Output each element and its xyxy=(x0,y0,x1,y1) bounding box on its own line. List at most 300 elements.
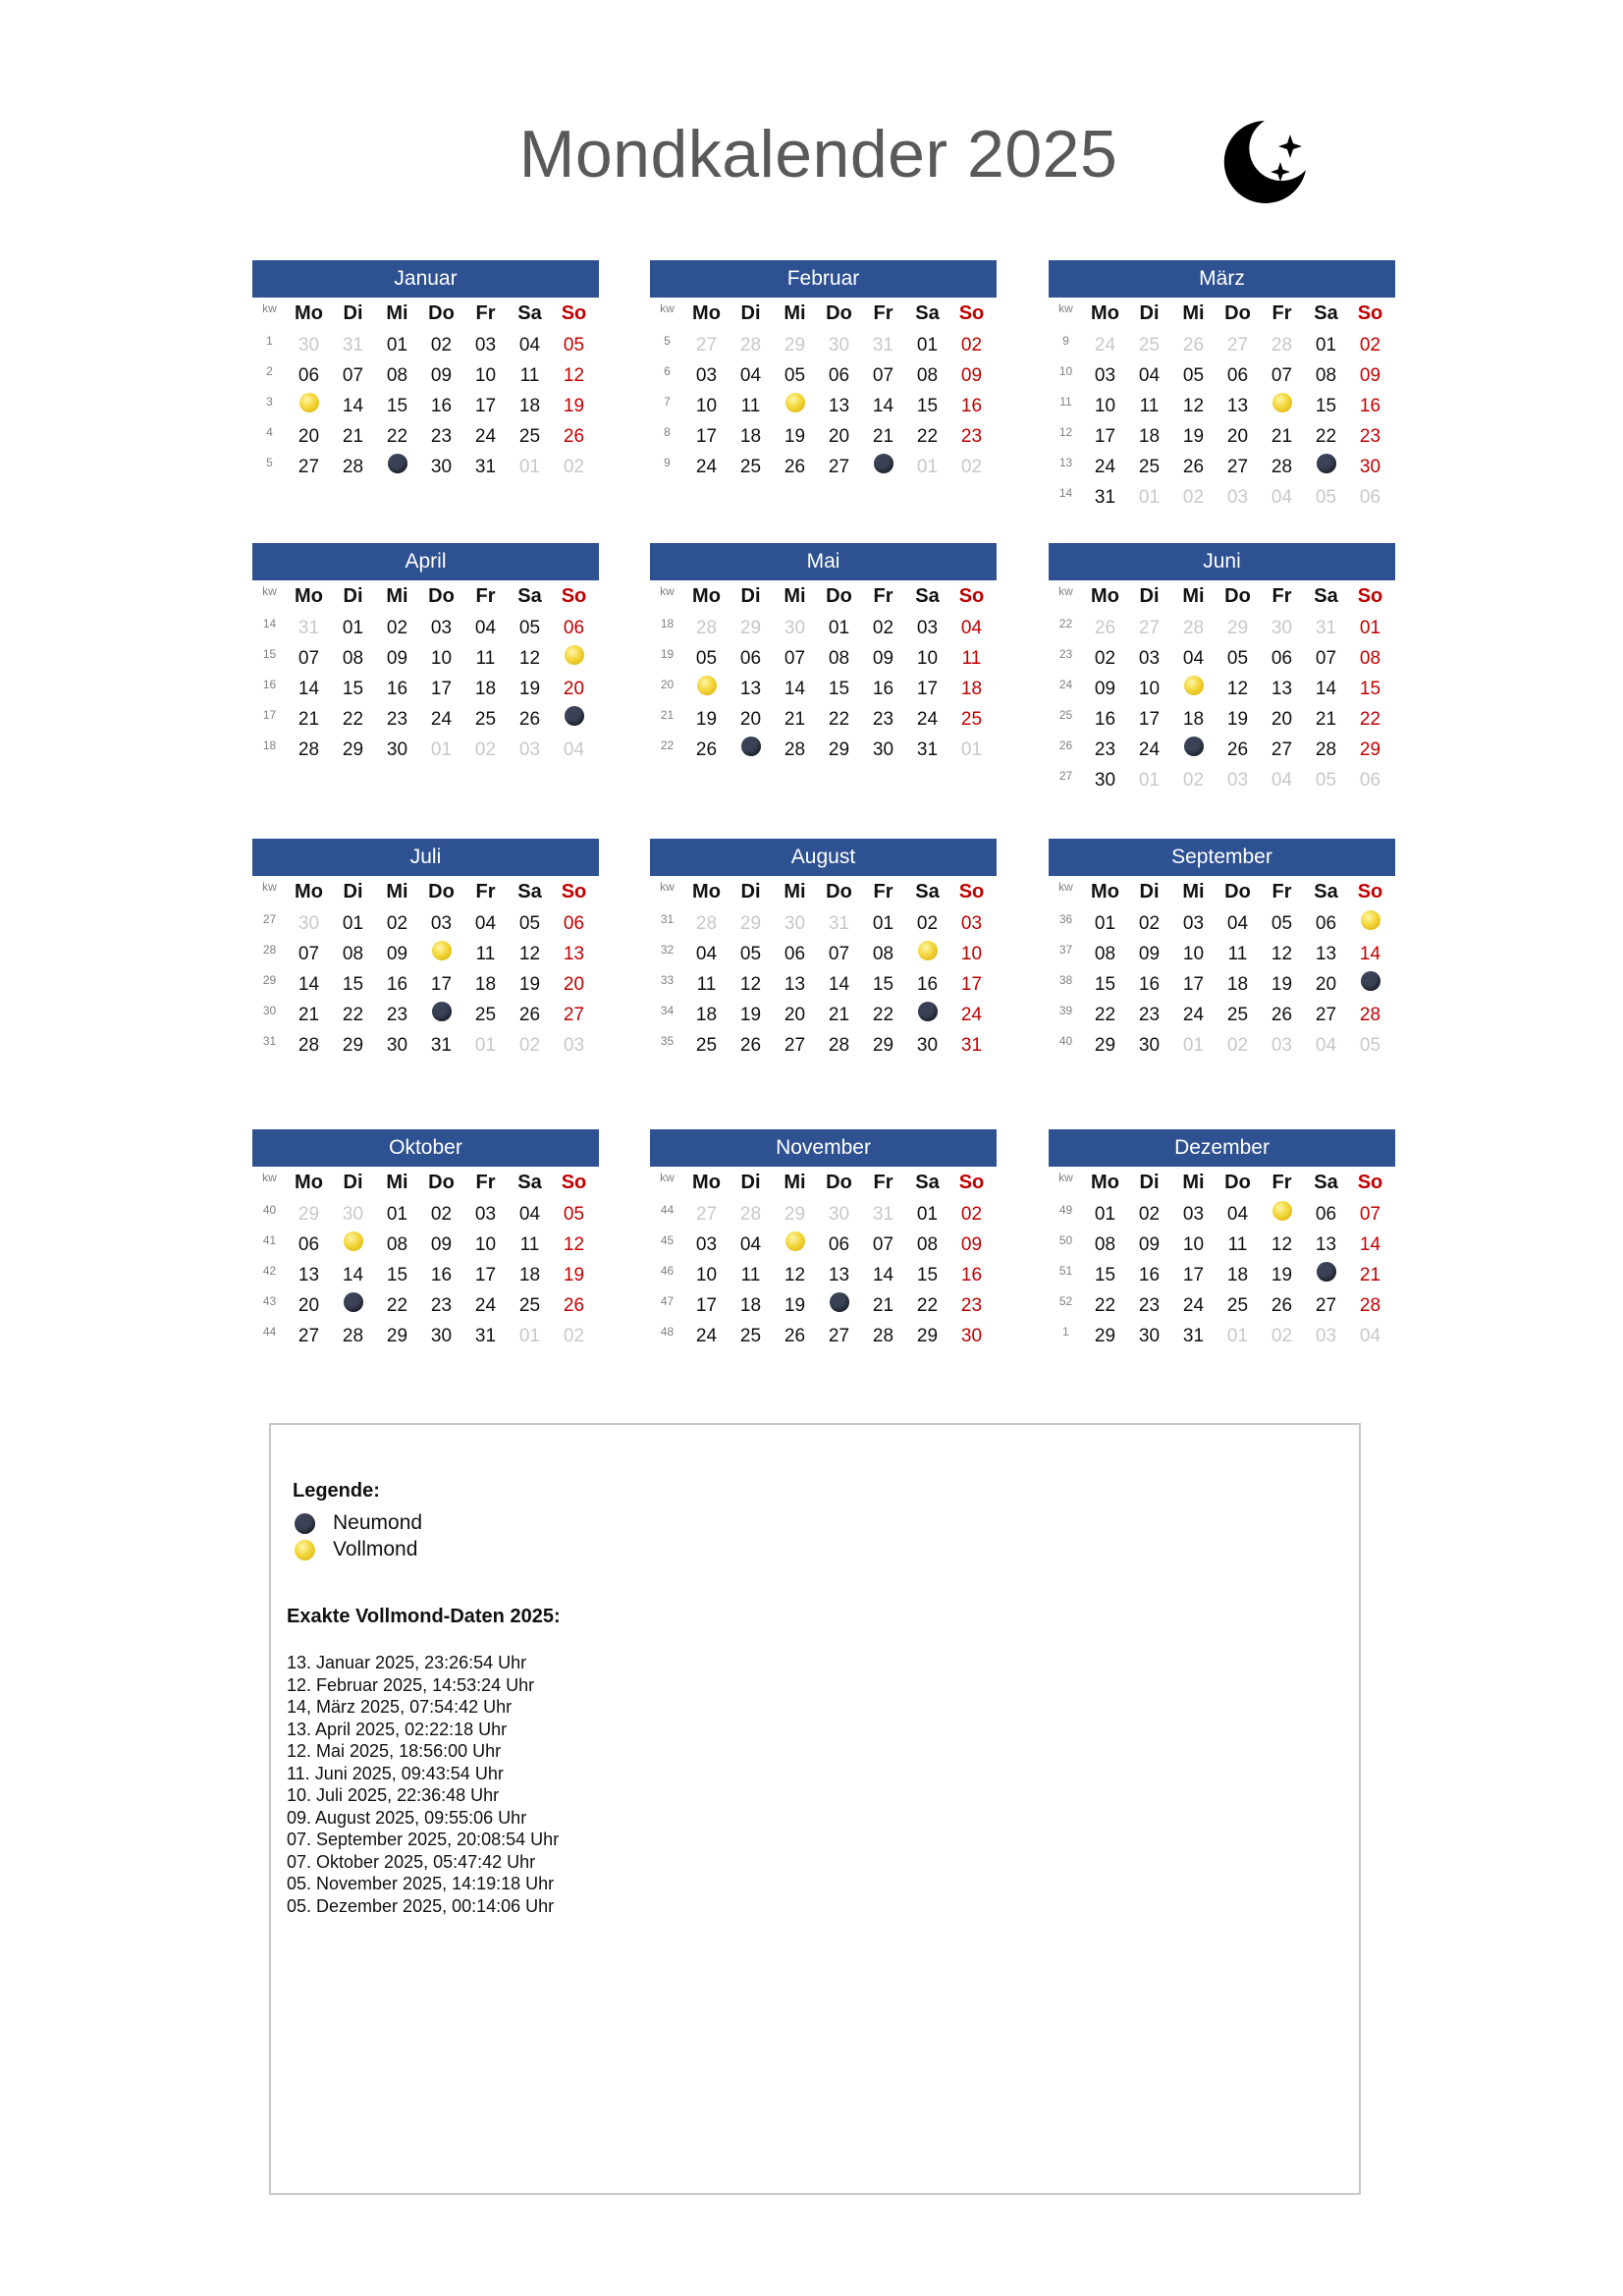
full-moon-icon xyxy=(785,1231,805,1251)
weekday-header: Mo xyxy=(295,585,323,607)
week-number: 18 xyxy=(262,738,277,752)
day-cell: 12 xyxy=(1182,396,1205,416)
day-cell: 19 xyxy=(563,396,585,416)
full-moon-icon xyxy=(697,676,717,695)
day-cell: 01 xyxy=(386,1204,408,1225)
month-grid xyxy=(252,298,599,482)
day-cell: 27 xyxy=(828,1326,850,1346)
weekday-header: Sa xyxy=(1314,881,1338,902)
full-moon-dates-title: Exakte Vollmond-Daten 2025: xyxy=(287,1606,561,1627)
month-8 xyxy=(1049,839,1395,1061)
week-number: 8 xyxy=(664,425,671,439)
full-moon-icon xyxy=(344,1231,363,1251)
day-cell: 06 xyxy=(563,618,585,638)
week-number: 17 xyxy=(262,708,277,722)
day-cell: 01 xyxy=(1138,770,1161,791)
day-cell: 12 xyxy=(1271,1234,1293,1255)
day-cell: 15 xyxy=(872,974,894,995)
weekday-header: Do xyxy=(1224,881,1251,902)
day-cell: 10 xyxy=(1138,679,1161,699)
weekday-header: Fr xyxy=(873,585,893,607)
day-cell: 17 xyxy=(960,974,983,995)
weekday-header: Mo xyxy=(295,881,323,902)
new-moon-icon xyxy=(741,737,761,756)
full-moon-date-item: 12. Februar 2025, 14:53:24 Uhr xyxy=(287,1674,535,1695)
month-0 xyxy=(252,260,599,482)
day-cell: 14 xyxy=(1359,1234,1381,1255)
day-cell: 17 xyxy=(430,974,453,995)
month-2 xyxy=(1049,260,1395,513)
full-moon-icon xyxy=(1184,676,1204,695)
full-moon-day xyxy=(773,1230,817,1260)
weekday-header: So xyxy=(1357,1172,1383,1193)
day-cell: 11 xyxy=(740,1265,761,1285)
day-cell: 30 xyxy=(386,1035,408,1056)
week-number: 47 xyxy=(660,1294,675,1308)
week-number: 12 xyxy=(1058,425,1073,439)
day-cell: 15 xyxy=(828,679,850,699)
day-cell: 01 xyxy=(960,739,983,760)
day-cell: 04 xyxy=(1359,1326,1381,1346)
new-moon-icon xyxy=(388,454,407,473)
day-cell: 19 xyxy=(518,679,541,699)
weekday-header: Do xyxy=(826,881,852,902)
day-cell: 03 xyxy=(474,1204,497,1225)
day-cell: 16 xyxy=(872,679,894,699)
day-cell: 29 xyxy=(342,739,364,760)
day-cell: 13 xyxy=(1315,944,1337,964)
new-moon-day xyxy=(1171,735,1216,765)
day-cell: 06 xyxy=(1359,770,1381,791)
day-cell: 05 xyxy=(784,365,806,386)
weekday-header: Di xyxy=(343,881,363,902)
day-cell: 12 xyxy=(784,1265,806,1285)
day-cell: 28 xyxy=(1359,1295,1381,1316)
day-cell: 01 xyxy=(518,1326,541,1346)
full-moon-day xyxy=(331,1230,375,1260)
new-moon-day xyxy=(729,735,773,765)
day-cell: 24 xyxy=(695,1326,718,1346)
day-cell: 05 xyxy=(739,944,762,964)
weekday-header: Di xyxy=(740,302,761,324)
day-cell: 31 xyxy=(342,335,364,355)
day-cell: 08 xyxy=(828,648,850,669)
day-cell: 11 xyxy=(1227,1234,1248,1255)
day-cell: 18 xyxy=(1138,426,1161,447)
day-cell: 22 xyxy=(1094,1005,1116,1025)
day-cell: 30 xyxy=(298,335,320,355)
weekday-header: Di xyxy=(740,1172,761,1193)
month-header: August xyxy=(650,839,997,876)
day-cell: 26 xyxy=(518,709,541,730)
week-number: 6 xyxy=(664,364,671,378)
day-cell: 12 xyxy=(563,365,585,386)
day-cell: 15 xyxy=(1094,1265,1116,1285)
weekday-header: Do xyxy=(826,302,852,324)
day-cell: 21 xyxy=(298,1005,320,1025)
day-cell: 24 xyxy=(474,426,497,447)
day-cell: 02 xyxy=(474,739,497,760)
month-7 xyxy=(650,839,997,1061)
weekday-header: Sa xyxy=(1314,1172,1338,1193)
month-grid xyxy=(650,298,997,482)
day-cell: 28 xyxy=(342,1326,364,1346)
week-number: 39 xyxy=(1058,1004,1073,1017)
day-cell: 10 xyxy=(695,1265,718,1285)
new-moon-icon xyxy=(1184,737,1204,756)
day-cell: 17 xyxy=(1094,426,1116,447)
day-cell: 25 xyxy=(739,457,762,477)
day-cell: 02 xyxy=(960,335,983,355)
day-cell: 30 xyxy=(828,335,850,355)
month-header: September xyxy=(1049,839,1395,876)
day-cell: 16 xyxy=(1094,709,1116,730)
week-number: 5 xyxy=(664,334,671,348)
legend-new-moon xyxy=(295,1511,422,1535)
day-cell: 24 xyxy=(1182,1295,1205,1316)
day-cell: 05 xyxy=(1315,487,1337,508)
day-cell: 26 xyxy=(1226,739,1249,760)
weekday-header: Fr xyxy=(1271,302,1292,324)
full-moon-day xyxy=(1171,674,1216,704)
month-grid xyxy=(252,580,599,765)
week-number: 18 xyxy=(660,617,675,630)
day-cell: 20 xyxy=(1271,709,1293,730)
day-cell: 11 xyxy=(1139,396,1160,416)
weekday-header: So xyxy=(561,1172,587,1193)
day-cell: 26 xyxy=(1094,618,1116,638)
full-moon-day xyxy=(905,939,949,969)
day-cell: 20 xyxy=(298,426,320,447)
day-cell: 19 xyxy=(695,709,718,730)
month-grid xyxy=(1049,876,1395,1061)
day-cell: 03 xyxy=(1182,1204,1205,1225)
day-cell: 09 xyxy=(430,365,453,386)
day-cell: 01 xyxy=(916,335,939,355)
weekday-header: Di xyxy=(1139,881,1160,902)
day-cell: 24 xyxy=(1094,335,1116,355)
day-cell: 24 xyxy=(960,1005,983,1025)
day-cell: 17 xyxy=(474,396,497,416)
day-cell: 16 xyxy=(916,974,939,995)
day-cell: 06 xyxy=(828,365,850,386)
day-cell: 28 xyxy=(739,1204,762,1225)
day-cell: 08 xyxy=(1359,648,1381,669)
week-number: 19 xyxy=(660,647,675,661)
day-cell: 05 xyxy=(563,1204,585,1225)
day-cell: 16 xyxy=(1138,974,1161,995)
weekday-header: Fr xyxy=(1271,585,1292,607)
day-cell: 22 xyxy=(916,1295,939,1316)
day-cell: 29 xyxy=(828,739,850,760)
day-cell: 28 xyxy=(872,1326,894,1346)
weekday-header: Mo xyxy=(692,1172,721,1193)
day-cell: 06 xyxy=(828,1234,850,1255)
day-cell: 25 xyxy=(1138,335,1161,355)
day-cell: 16 xyxy=(386,679,408,699)
day-cell: 02 xyxy=(430,1204,453,1225)
week-number: 9 xyxy=(664,456,671,469)
day-cell: 01 xyxy=(342,618,364,638)
day-cell: 08 xyxy=(916,1234,939,1255)
weekday-header: Sa xyxy=(915,302,940,324)
day-cell: 28 xyxy=(695,913,718,934)
day-cell: 15 xyxy=(386,1265,408,1285)
legend-full-moon xyxy=(295,1538,417,1561)
full-moon-date-item: 07. Oktober 2025, 05:47:42 Uhr xyxy=(287,1851,536,1872)
weekday-header: So xyxy=(958,881,985,902)
full-moon-icon xyxy=(565,645,584,665)
day-cell: 26 xyxy=(695,739,718,760)
day-cell: 26 xyxy=(563,426,585,447)
new-moon-icon xyxy=(295,1513,315,1534)
day-cell: 29 xyxy=(1094,1035,1116,1056)
day-cell: 20 xyxy=(828,426,850,447)
day-cell: 02 xyxy=(430,335,453,355)
full-moon-date-item: 07. September 2025, 20:08:54 Uhr xyxy=(287,1830,560,1849)
day-cell: 08 xyxy=(342,648,364,669)
weekday-header: Fr xyxy=(475,1172,496,1193)
day-cell: 21 xyxy=(1315,709,1337,730)
day-cell: 23 xyxy=(1359,426,1381,447)
week-number: 37 xyxy=(1058,943,1073,957)
day-cell: 17 xyxy=(1182,974,1205,995)
day-cell: 31 xyxy=(474,457,497,477)
day-cell: 31 xyxy=(1094,487,1116,508)
month-6 xyxy=(252,839,599,1061)
day-cell: 10 xyxy=(474,365,497,386)
weekday-header: Do xyxy=(1224,302,1251,324)
week-number: 14 xyxy=(1058,486,1073,500)
day-cell: 06 xyxy=(739,648,762,669)
day-cell: 22 xyxy=(828,709,850,730)
week-number: 48 xyxy=(660,1325,675,1339)
day-cell: 21 xyxy=(784,709,806,730)
day-cell: 19 xyxy=(784,1295,806,1316)
day-cell: 16 xyxy=(960,1265,983,1285)
day-cell: 05 xyxy=(1182,365,1205,386)
week-number: 22 xyxy=(1058,617,1073,630)
page-title: Mondkalender 2025 xyxy=(518,117,1118,191)
day-cell: 02 xyxy=(563,457,585,477)
day-cell: 29 xyxy=(784,335,806,355)
day-cell: 22 xyxy=(872,1005,894,1025)
kw-header: kw xyxy=(262,1171,277,1184)
day-cell: 18 xyxy=(518,1265,541,1285)
day-cell: 10 xyxy=(1094,396,1116,416)
day-cell: 02 xyxy=(1182,487,1205,508)
day-cell: 30 xyxy=(784,913,806,934)
day-cell: 03 xyxy=(1182,913,1205,934)
day-cell: 16 xyxy=(960,396,983,416)
day-cell: 08 xyxy=(916,365,939,386)
day-cell: 07 xyxy=(872,1234,894,1255)
day-cell: 01 xyxy=(430,739,453,760)
day-cell: 24 xyxy=(430,709,453,730)
day-cell: 01 xyxy=(1094,1204,1116,1225)
full-moon-day xyxy=(1260,1199,1304,1230)
weekday-header: Mi xyxy=(386,302,408,324)
day-cell: 02 xyxy=(916,913,939,934)
day-cell: 24 xyxy=(474,1295,497,1316)
day-cell: 30 xyxy=(1271,618,1293,638)
day-cell: 05 xyxy=(1359,1035,1381,1056)
day-cell: 18 xyxy=(960,679,983,699)
day-cell: 02 xyxy=(1094,648,1116,669)
weekday-header: Sa xyxy=(1314,585,1338,607)
week-number: 24 xyxy=(1058,678,1073,691)
day-cell: 25 xyxy=(960,709,983,730)
week-number: 25 xyxy=(1058,708,1073,722)
day-cell: 01 xyxy=(342,913,364,934)
week-number: 13 xyxy=(1058,456,1073,469)
day-cell: 18 xyxy=(474,974,497,995)
day-cell: 27 xyxy=(298,1326,320,1346)
day-cell: 06 xyxy=(298,365,320,386)
weekday-header: Do xyxy=(826,585,852,607)
day-cell: 26 xyxy=(518,1005,541,1025)
day-cell: 20 xyxy=(1315,974,1337,995)
weekday-header: Mi xyxy=(1182,302,1205,324)
weekday-header: Di xyxy=(740,881,761,902)
week-number: 41 xyxy=(262,1233,277,1247)
weekday-header: So xyxy=(1357,585,1383,607)
week-number: 40 xyxy=(1058,1034,1073,1048)
full-moon-icon xyxy=(918,941,938,960)
day-cell: 13 xyxy=(739,679,762,699)
week-number: 30 xyxy=(262,1004,277,1017)
day-cell: 07 xyxy=(1359,1204,1381,1225)
day-cell: 10 xyxy=(695,396,718,416)
day-cell: 03 xyxy=(1138,648,1161,669)
full-moon-day xyxy=(773,391,817,421)
month-grid xyxy=(252,876,599,1061)
day-cell: 02 xyxy=(960,1204,983,1225)
day-cell: 18 xyxy=(739,426,762,447)
weekday-header: Mi xyxy=(386,1172,408,1193)
day-cell: 29 xyxy=(386,1326,408,1346)
day-cell: 23 xyxy=(1094,739,1116,760)
day-cell: 07 xyxy=(342,365,364,386)
full-moon-day xyxy=(1260,391,1304,421)
day-cell: 02 xyxy=(563,1326,585,1346)
weekday-header: Fr xyxy=(1271,1172,1292,1193)
new-moon-day xyxy=(331,1290,375,1321)
day-cell: 12 xyxy=(1226,679,1249,699)
day-cell: 13 xyxy=(298,1265,320,1285)
day-cell: 14 xyxy=(784,679,806,699)
day-cell: 29 xyxy=(298,1204,320,1225)
day-cell: 22 xyxy=(386,426,408,447)
day-cell: 27 xyxy=(1315,1005,1337,1025)
new-moon-icon xyxy=(1317,454,1336,473)
kw-header: kw xyxy=(1058,880,1073,894)
day-cell: 29 xyxy=(1226,618,1249,638)
day-cell: 30 xyxy=(960,1326,983,1346)
month-3 xyxy=(252,543,599,765)
new-moon-day xyxy=(905,1000,949,1030)
weekday-header: So xyxy=(958,585,985,607)
kw-header: kw xyxy=(660,1171,675,1184)
full-moon-date-item: 14, März 2025, 07:54:42 Uhr xyxy=(287,1697,513,1717)
day-cell: 07 xyxy=(828,944,850,964)
day-cell: 21 xyxy=(342,426,364,447)
day-cell: 10 xyxy=(1182,1234,1205,1255)
weekday-header: Fr xyxy=(873,1172,893,1193)
weekday-header: Di xyxy=(343,585,363,607)
day-cell: 27 xyxy=(563,1005,585,1025)
day-cell: 30 xyxy=(342,1204,364,1225)
month-header: Juni xyxy=(1049,543,1395,580)
day-cell: 04 xyxy=(518,335,541,355)
day-cell: 02 xyxy=(1138,913,1161,934)
day-cell: 30 xyxy=(828,1204,850,1225)
full-moon-day xyxy=(419,939,463,969)
day-cell: 29 xyxy=(1359,739,1381,760)
weekday-header: Do xyxy=(428,881,455,902)
day-cell: 13 xyxy=(784,974,806,995)
day-cell: 26 xyxy=(1182,457,1205,477)
weekday-header: Mi xyxy=(784,302,806,324)
full-moon-date-item: 13. April 2025, 02:22:18 Uhr xyxy=(287,1719,508,1739)
day-cell: 05 xyxy=(518,913,541,934)
day-cell: 02 xyxy=(518,1035,541,1056)
day-cell: 03 xyxy=(1271,1035,1293,1056)
day-cell: 29 xyxy=(916,1326,939,1346)
day-cell: 22 xyxy=(342,709,364,730)
full-moon-date-item: 13. Januar 2025, 23:26:54 Uhr xyxy=(287,1653,527,1672)
day-cell: 19 xyxy=(1182,426,1205,447)
day-cell: 21 xyxy=(872,426,894,447)
day-cell: 04 xyxy=(563,739,585,760)
week-number: 14 xyxy=(262,617,277,630)
week-number: 22 xyxy=(660,738,675,752)
new-moon-icon xyxy=(1317,1262,1336,1282)
full-moon-day xyxy=(287,391,331,421)
weekday-header: Fr xyxy=(475,881,496,902)
day-cell: 05 xyxy=(563,335,585,355)
day-cell: 15 xyxy=(1094,974,1116,995)
day-cell: 02 xyxy=(1359,335,1381,355)
day-cell: 16 xyxy=(430,396,453,416)
day-cell: 08 xyxy=(1094,1234,1116,1255)
day-cell: 28 xyxy=(298,1035,320,1056)
day-cell: 01 xyxy=(872,913,894,934)
new-moon-day xyxy=(1304,452,1348,482)
month-10 xyxy=(650,1129,997,1351)
week-number: 3 xyxy=(266,395,273,409)
day-cell: 18 xyxy=(1226,1265,1249,1285)
day-cell: 31 xyxy=(1315,618,1337,638)
day-cell: 04 xyxy=(1271,487,1293,508)
day-cell: 14 xyxy=(298,679,320,699)
day-cell: 14 xyxy=(872,396,894,416)
day-cell: 12 xyxy=(1271,944,1293,964)
week-number: 15 xyxy=(262,647,277,661)
new-moon-day xyxy=(861,452,905,482)
day-cell: 06 xyxy=(784,944,806,964)
day-cell: 17 xyxy=(695,426,718,447)
day-cell: 04 xyxy=(960,618,983,638)
day-cell: 27 xyxy=(828,457,850,477)
weekday-header: Mi xyxy=(784,585,806,607)
week-number: 5 xyxy=(266,456,273,469)
day-cell: 23 xyxy=(386,1005,408,1025)
day-cell: 13 xyxy=(563,944,585,964)
weekday-header: Di xyxy=(740,585,761,607)
day-cell: 07 xyxy=(784,648,806,669)
weekday-header: Mi xyxy=(784,1172,806,1193)
